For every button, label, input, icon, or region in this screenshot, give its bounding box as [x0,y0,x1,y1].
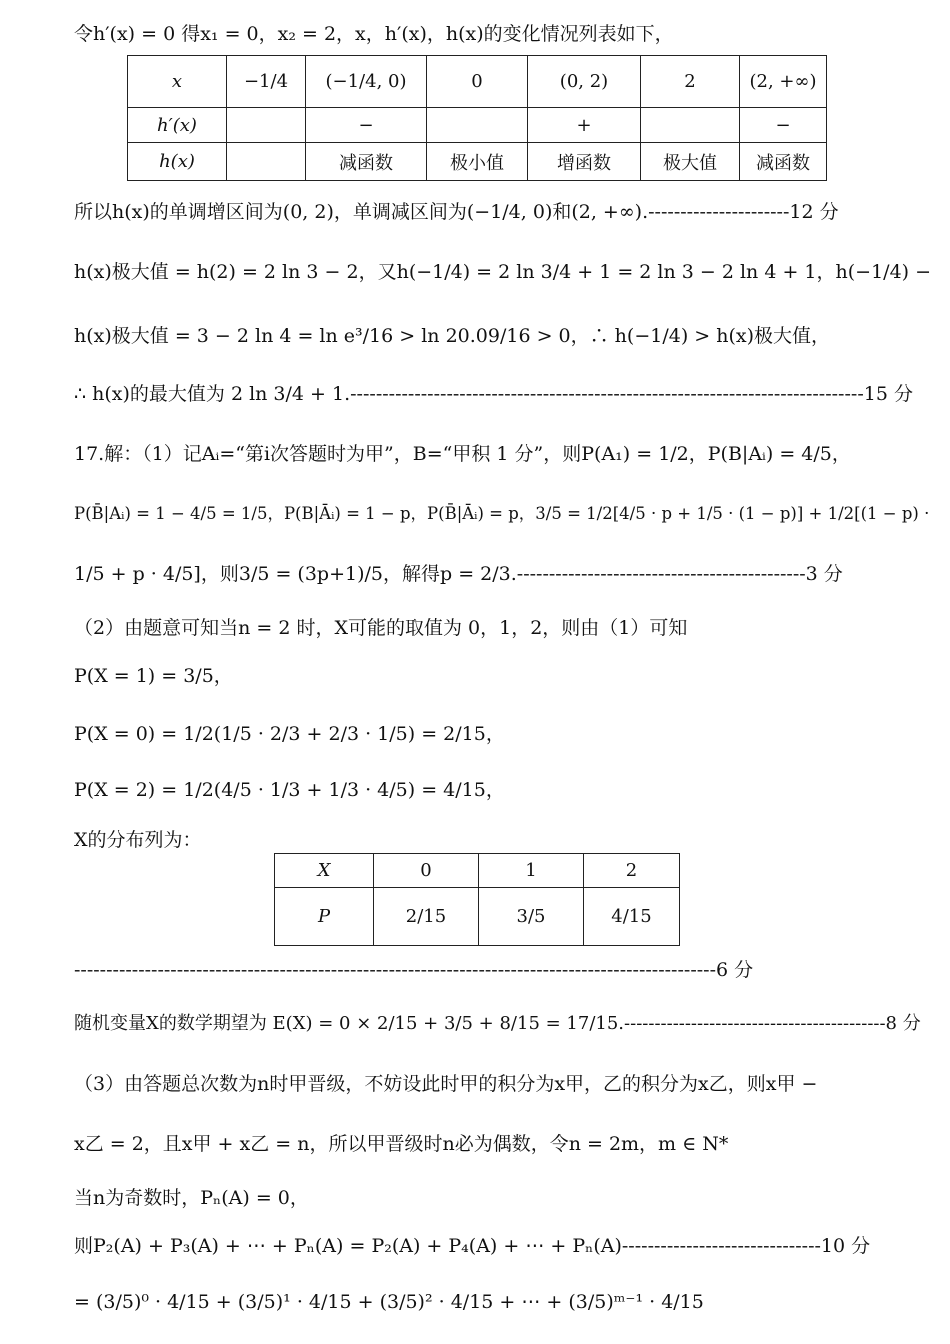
cell: −1/4 [227,56,306,108]
cell: X [275,854,374,888]
score-marker: -------------------------------------------8 分 [624,1013,921,1034]
cell: x [128,56,227,108]
cell: − [740,108,827,143]
score-marker: --------------------------------------------------------------------------------15 分 [350,383,913,405]
cell: + [528,108,641,143]
cell [227,108,306,143]
cell: (−1/4, 0) [306,56,427,108]
max-line-1: h(x)极大值 = h(2) = 2 ln 3 − 2，又h(−1/4) = 2 ln 3/4 + 1 = 2 ln 3 − 2 ln 4 + 1，h(−1/4) − [74,261,932,283]
px0-line: P(X = 0) = 1/2(1/5 · 2/3 + 2/3 · 1/5) = 2/15， [74,723,505,745]
score-marker: ---------------------------------------------3 分 [516,563,843,585]
cell [227,143,306,181]
q17-line-2: P(B̄|Aᵢ) = 1 − 4/5 = 1/5，P(B|Āᵢ) = 1 − p，P(B̄|Āᵢ) = p，3/5 = 1/2[4/5 · p + 1/5 · (1 − p)] + 1/2[(1 − p) · [74,504,930,523]
expectation-line [74,1010,921,1038]
part3-line-2: x乙 = 2，且x甲 + x乙 = n，所以甲晋级时n必为偶数，令n = 2m，m ∈ N* [74,1133,729,1155]
part3-line-5: = (3/5)⁰ · 4/15 + (3/5)¹ · 4/15 + (3/5)² · 4/15 + ⋯ + (3/5)ᵐ⁻¹ · 4/15 [74,1291,704,1313]
cell: (2, +∞) [740,56,827,108]
cell: 极小值 [427,143,528,181]
variation-table [127,55,827,181]
cell: P [275,888,374,946]
cell: h′(x) [128,108,227,143]
q17-line-1: 17.解：（1）记Aᵢ=“第i次答题时为甲”，B=“甲积 1 分”，则P(A₁) = 1/2，P(B|Aᵢ) = 4/5， [74,443,851,465]
part3-line-4 [74,1232,870,1260]
cell [427,108,528,143]
cell: 减函数 [306,143,427,181]
cell: 2 [584,854,680,888]
cell: 减函数 [740,143,827,181]
monotone-text: 所以h(x)的单调增区间为(0, 2)，单调减区间为(−1/4, 0)和(2, +∞). [74,201,649,223]
intro-line: 令h′(x) = 0 得x₁ = 0，x₂ = 2，x，h′(x)，h(x)的变化情况列表如下， [74,23,674,45]
score-marker: -------------------------------10 分 [621,1235,871,1257]
cell: 3/5 [479,888,584,946]
cell: 增函数 [528,143,641,181]
cell: 2/15 [374,888,479,946]
cell [641,108,740,143]
q17-line-3 [74,560,843,588]
cell: (0, 2) [528,56,641,108]
part3-line-3: 当n为奇数时，Pₙ(A) = 0， [74,1187,309,1209]
px1-line: P(X = 1) = 3/5， [74,665,233,687]
score-line-6: ----------------------------------------------------------------------------------------------------6 分 [74,959,754,981]
expectation-text: 随机变量X的数学期望为 E(X) = 0 × 2/15 + 3/5 + 8/15 = 17/15. [74,1013,625,1034]
max-line-2: h(x)极大值 = 3 − 2 ln 4 = ln e³/16 > ln 20.09/16 > 0，∴ h(−1/4) > h(x)极大值， [74,325,831,347]
part3-sum: 则P₂(A) + P₃(A) + ⋯ + Pₙ(A) = P₂(A) + P₄(A) + ⋯ + Pₙ(A) [74,1235,622,1257]
cell: 0 [427,56,528,108]
cell: 1 [479,854,584,888]
max-line-3 [74,380,913,408]
px2-line: P(X = 2) = 1/2(4/5 · 1/3 + 1/3 · 4/5) = 4/15， [74,779,505,801]
cell: 0 [374,854,479,888]
monotone-line [74,198,839,226]
q17-text: 1/5 + p · 4/5]，则3/5 = (3p+1)/5，解得p = 2/3. [74,563,517,585]
cell: 4/15 [584,888,680,946]
score-marker: ----------------------12 分 [648,201,839,223]
part3-line-1: （3）由答题总次数为n时甲晋级，不妨设此时甲的积分为x甲，乙的积分为x乙，则x甲 − [74,1073,818,1095]
cell: 极大值 [641,143,740,181]
distribution-intro: X的分布列为： [74,829,202,851]
cell: − [306,108,427,143]
cell: h(x) [128,143,227,181]
distribution-table [274,853,680,946]
max-text: ∴ h(x)的最大值为 2 ln 3/4 + 1. [74,383,351,405]
cell: 2 [641,56,740,108]
part2-intro: （2）由题意可知当n = 2 时，X可能的取值为 0，1，2，则由（1）可知 [74,617,688,639]
